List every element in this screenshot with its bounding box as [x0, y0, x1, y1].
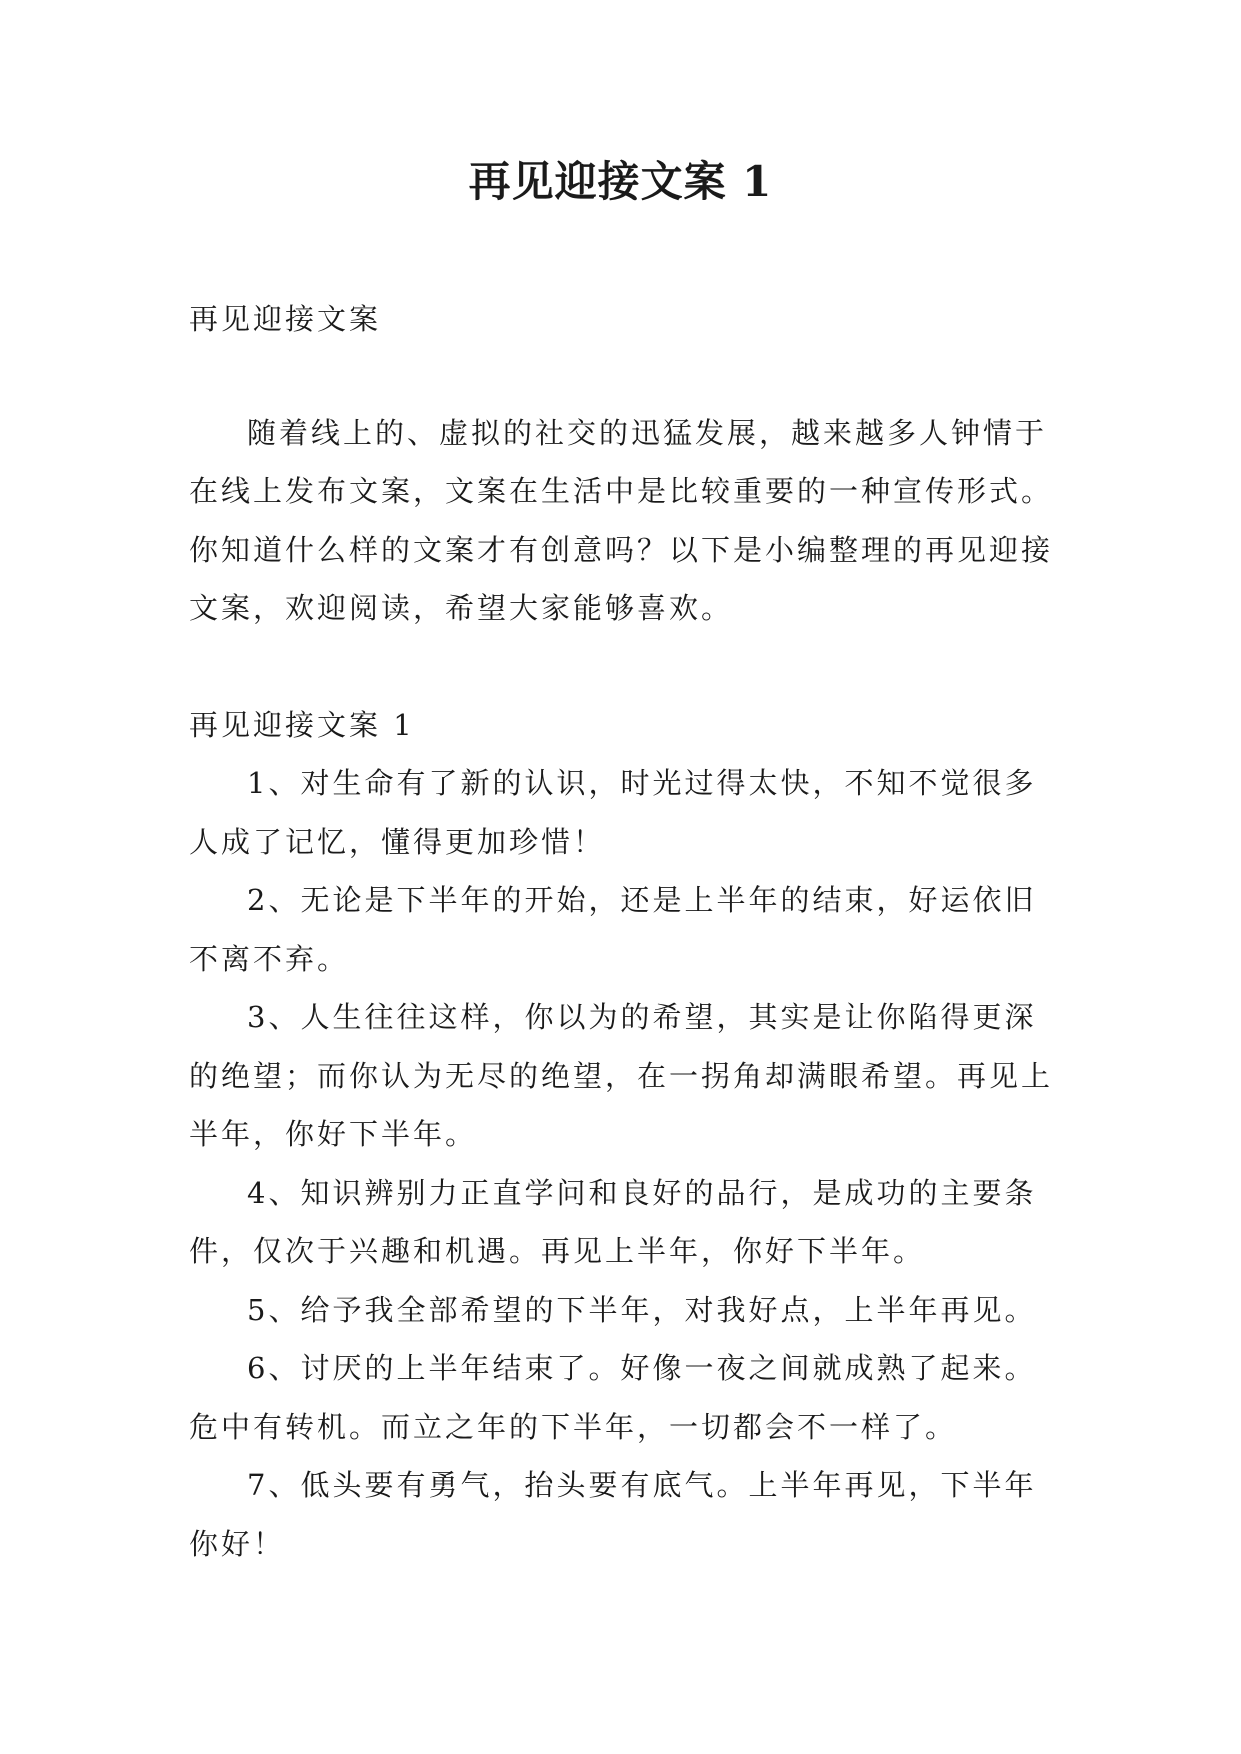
list-item: 3、人生往往这样，你以为的希望，其实是让你陷得更深的绝望；而你认为无尽的绝望，在一拐角却满眼希望。再见上半年，你好下半年。: [189, 1000, 1054, 1151]
section-heading: 再见迎接文案 1: [189, 707, 415, 742]
document-title: 再见迎接文案 1: [468, 157, 773, 206]
document-subtitle: 再见迎接文案: [189, 302, 382, 336]
list-item: 1、对生命有了新的认识，时光过得太快，不知不觉很多人成了记忆，懂得更加珍惜！: [189, 766, 1037, 859]
list-item: 5、给予我全部希望的下半年，对我好点，上半年再见。: [247, 1292, 1037, 1327]
intro-paragraph: 随着线上的、虚拟的社交的迅猛发展，越来越多人钟情于在线上发布文案，文案在生活中是比较重要的一种宣传形式。你知道什么样的文案才有创意吗？以下是小编整理的再见迎接文案，欢迎阅读，希望大家能够喜欢。: [189, 415, 1054, 625]
list-item: 4、知识辨别力正直学问和良好的品行，是成功的主要条件，仅次于兴趣和机遇。再见上半年，你好下半年。: [189, 1175, 1037, 1268]
list-item: 7、低头要有勇气，抬头要有底气。上半年再见，下半年你好！: [189, 1468, 1037, 1561]
document-body: [189, 290, 1059, 1573]
list-item: 6、讨厌的上半年结束了。好像一夜之间就成熟了起来。危中有转机。而立之年的下半年，一切都会不一样了。: [189, 1351, 1037, 1444]
list-item: 2、无论是下半年的开始，还是上半年的结束，好运依旧不离不弃。: [189, 883, 1037, 976]
